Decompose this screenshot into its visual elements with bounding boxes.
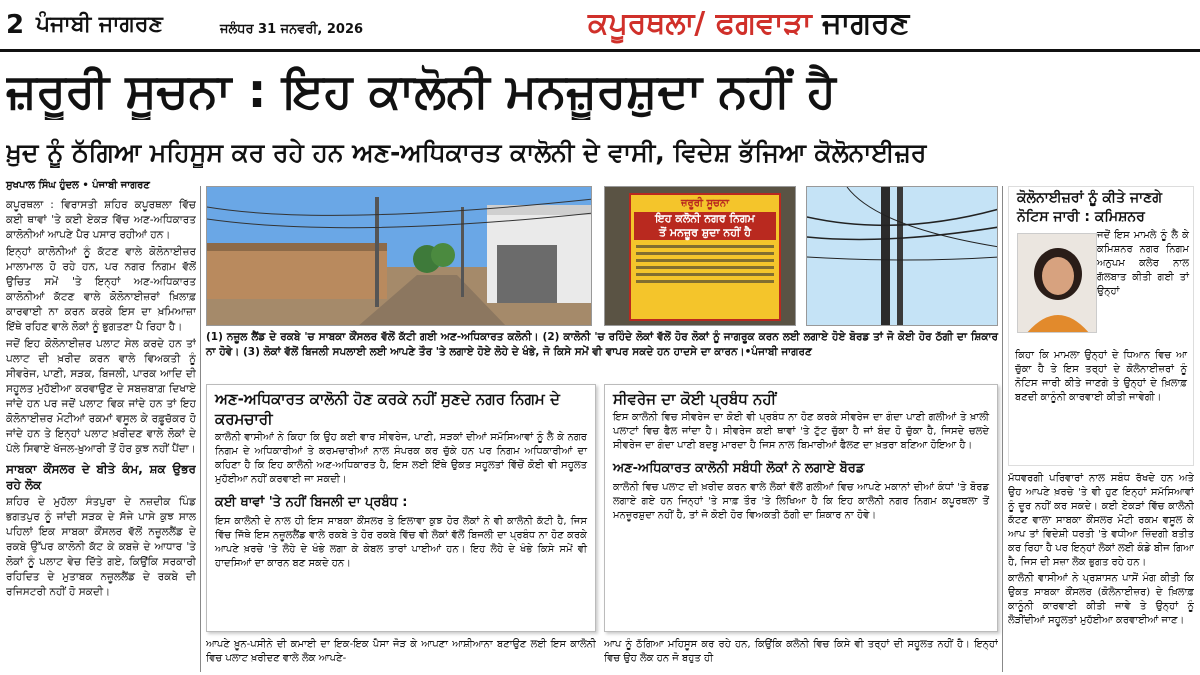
paragraph: ਆਪਣੇ ਖ਼ੂਨ-ਪਸੀਨੇ ਦੀ ਕਮਾਈ ਦਾ ਇਕ-ਇਕ ਪੈਸਾ ਜੋੜ ਕੇ ਆਪਣਾ ਆਸ਼ੀਆਨਾ ਬਣਾਉਣ ਲਈ ਇਸ ਕਾਲੋਨੀ ਵਿਚ ਪਲਾਟ ਖ਼ਰੀਦਣ ਵਾਲੇ ਲੋਕ ਆਪਣੇ- [206,639,596,664]
photo-caption: (1) ਨਜ਼ੂਲ ਲੈਂਡ ਦੇ ਰਕਬੇ 'ਚ ਸਾਬਕਾ ਕੌਂਸਲਰ ਵੱਲੋਂ ਕੱਟੀ ਗਈ ਅਣ-ਅਧਿਕਾਰਤ ਕਲੋਨੀ। (2) ਕਾਲੋਨੀ 'ਚ ਰਹਿੰਦੇ ਲੋਕਾਂ ਵੱਲੋਂ ਹੋਰ ਲੋਕਾਂ ਨੂੰ ਜਾਗਰੂਕ ਕਰਨ ਲਈ ਲਗਾਏ ਹੋਏ ਬੋਰਡ ਤਾਂ ਜੋ ਕੋਈ ਹੋਰ ਠੱਗੀ ਦਾ ਸ਼ਿਕਾਰ ਨਾ ਹੋਵੇ। (3) ਲੋਕਾਂ ਵੱਲੋਂ ਬਿਜਲੀ ਸਪਲਾਈ ਲਈ ਆਪਣੇ ਤੌਰ 'ਤੇ ਲਗਾਏ ਹੋਏ ਲੋਹੇ ਦੇ ਖੰਭੇ, ਜੋ ਕਿਸੇ ਸਮੇਂ ਵੀ ਵਾਪਰ ਸਕਦੇ ਹਨ ਹਾਦਸੇ ਦਾ ਕਾਰਨ।•ਪੰਜਾਬੀ ਜਾਗਰਣ [206,331,998,358]
sidebar-title: ਕੋਲੋਨਾਈਜ਼ਰਾਂ ਨੂੰ ਕੀਤੇ ਜਾਣਗੇ ਨੋਟਿਸ ਜਾਰੀ : ਕਮਿਸ਼ਨਰ [1017,190,1162,225]
page-number: 2 [6,10,25,40]
paragraph: ਕਾਲੋਨੀ ਵਾਸੀਆਂ ਨੇ ਪ੍ਰਸ਼ਾਸਨ ਪਾਸੋਂ ਮੰਗ ਕੀਤੀ ਕਿ ਉਕਤ ਸਾਬਕਾ ਕੌਂਸਲਰ (ਕੋਲੋਨਾਈਜ਼ਰ) ਦੇ ਖ਼ਿਲਾਫ਼ ਕਾਨੂੰਨੀ ਕਾਰਵਾਈ ਕੀਤੀ ਜਾਵੇ ਤੇ ਉਨ੍ਹਾਂ ਨੂੰ ਲੋੜੀਂਦੀਆਂ ਸਹੂਲਤਾਂ ਮੁਹੱਈਆ ਕਰਵਾਈਆਂ ਜਾਣ। [1008,573,1194,626]
box-text: ਇਸ ਕਾਲੋਨੀ ਦੇ ਨਾਲ ਹੀ ਇਸ ਸਾਬਕਾ ਕੌਂਸਲਰ ਤੇ ਇਲਾਵਾ ਕੁਝ ਹੋਰ ਲੋਕਾਂ ਨੇ ਵੀ ਕਾਲੋਨੀ ਕੱਟੀ ਹੈ, ਜਿਸ ਵਿੱਚ ਜਿੱਥੇ ਇਸ ਨਜ਼ੂਲਲੈਂਡ ਵਾਲੇ ਰਕਬੇ ਤੇ ਹੋਰ ਰਕਬੇ ਵਿੱਚ ਵੀ ਲੋਕਾਂ ਵੱਲੋਂ ਬਿਜਲੀ ਦਾ ਪ੍ਰਬੰਧ ਨਾ ਹੋਣ ਕਰਕੇ ਆਪਣੇ ਖ਼ਰਚੇ 'ਤੇ ਲੋਹੇ ਦੇ ਖੰਭੇ ਲਗਾ ਕੇ ਕੇਬਲ ਤਾਰਾਂ ਪਾਈਆਂ ਹਨ। ਇਹ ਲੋਹੇ ਦੇ ਖੰਭੇ ਕਿਸੇ ਸਮੇਂ ਵੀ ਹਾਦਸਿਆਂ ਦਾ ਕਾਰਨ ਬਣ ਸਕਦੇ ਹਨ। [215,516,587,569]
paragraph: ਇਨ੍ਹਾਂ ਕਾਲੋਨੀਆਂ ਨੂੰ ਕੱਟਣ ਵਾਲੇ ਕੋਲੋਨਾਈਜ਼ਰ ਮਾਲਾਮਾਲ ਹੋ ਰਹੇ ਹਨ, ਪਰ ਨਗਰ ਨਿਗਮ ਵੱਲੋਂ ਉਚਿਤ ਸਮੇਂ 'ਤੇ ਇਨ੍ਹਾਂ ਅਣ-ਅਧਿਕਾਰਤ ਕਾਲੋਨੀਆਂ ਕੱਟਣ ਵਾਲੇ ਕੋਲੋਨਾਈਜ਼ਰਾਂ ਖ਼ਿਲਾਫ਼ ਕਾਰਵਾਈ ਨਾ ਕਰਨ ਕਰਕੇ ਇਸ ਦਾ ਖ਼ਮਿਆਜ਼ਾ ਇੱਥੇ ਰਹਿਣ ਵਾਲੇ ਲੋਕਾਂ ਨੂੰ ਭੁਗਤਣਾ ਪੈ ਰਿਹਾ ਹੈ। [6,246,196,333]
box-title: ਅਣ-ਅਧਿਕਾਰਤ ਕਾਲੋਨੀ ਹੋਣ ਕਰਕੇ ਨਹੀਂ ਸੁਣਦੇ ਨਗਰ ਨਿਗਮ ਦੇ ਕਰਮਚਾਰੀ [215,390,560,428]
story-box-municipal-staff [206,384,596,632]
board-line: ਇਹ ਕਲੋਨੀ ਨਗਰ ਨਿਗਮ [634,212,776,226]
box-text: ਕਾਲੋਨੀ ਵਾਸੀਆਂ ਨੇ ਕਿਹਾ ਕਿ ਉਹ ਕਈ ਵਾਰ ਸੀਵਰੇਜ, ਪਾਣੀ, ਸੜਕਾਂ ਦੀਆਂ ਸਮੱਸਿਆਵਾਂ ਨੂੰ ਲੈ ਕੇ ਨਗਰ ਨਿਗਮ ਦੇ ਅਧਿਕਾਰੀਆਂ ਤੇ ਕਰਮਚਾਰੀਆਂ ਨਾਲ ਸੰਪਰਕ ਕਰ ਚੁੱਕੇ ਹਨ ਪਰ ਨਿਗਮ ਅਧਿਕਾਰੀਆਂ ਦਾ ਕਹਿਣਾ ਹੈ ਕਿ ਇਹ ਕਾਲੋਨੀ ਅਣ-ਅਧਿਕਾਰਤ ਹੈ, ਇਸ ਲਈ ਇੱਥੇ ਉਕਤ ਸਹੂਲਤਾਂ ਵਿੱਚੋਂ ਕੋਈ ਵੀ ਸਹੂਲਤ ਮੁਹੱਈਆ ਨਹੀਂ ਕਰਵਾਈ ਜਾ ਸਕਦੀ। [215,432,587,485]
story-box-sewerage [604,384,998,632]
paper-name: ਪੰਜਾਬੀ ਜਾਗਰਣ [36,12,163,37]
right-column [1008,472,1194,674]
masthead [0,0,1200,52]
headline: ਜ਼ਰੂਰੀ ਸੂਚਨਾ : ਇਹ ਕਾਲੋਨੀ ਮਨਜ਼ੂਰਸ਼ੁਦਾ ਨਹੀਂ ਹੈ [6,64,836,119]
box-title: ਅਣ-ਅਧਿਕਾਰਤ ਕਾਲੋਨੀ ਸਬੰਧੀ ਲੋਕਾਂ ਨੇ ਲਗਾਏ ਬੋਰਡ [613,461,865,476]
sidebar-text-top: ਜਦੋਂ ਇਸ ਮਾਮਲੇ ਨੂੰ ਲੈ ਕੇ ਕਮਿਸ਼ਨਰ ਨਗਰ ਨਿਗਮ ਅਨੁਪਮ ਕਲੇਰ ਨਾਲ ਗੱਲਬਾਤ ਕੀਤੀ ਗਈ ਤਾਂ ਉਨ੍ਹਾਂ [1097,230,1189,297]
section-title-black: ਜਾਗਰਣ [822,6,910,41]
sub-heading: ਸਾਬਕਾ ਕੌਂਸਲਰ ਦੇ ਬੀਤੇ ਕੰਮ, ਸ਼ਕ ਉਭਰ ਰਹੇ ਲੋਕ [6,462,196,492]
board-line: ਤੋਂ ਮਨਜ਼ੂਰ ਸ਼ੁਦਾ ਨਹੀਂ ਹੈ [634,226,776,240]
section-title [588,6,909,41]
left-column [6,198,196,673]
paragraph: ਜਦੋਂ ਇਹ ਕੋਲੋਨਾਈਜ਼ਰ ਪਲਾਟ ਸੇਲ ਕਰਦੇ ਹਨ ਤਾਂ ਪਲਾਟ ਦੀ ਖ਼ਰੀਦ ਕਰਨ ਵਾਲੇ ਵਿਅਕਤੀ ਨੂੰ ਸੀਵਰੇਜ, ਪਾਣੀ, ਸੜਕ, ਬਿਜਲੀ, ਪਾਰਕ ਆਦਿ ਦੀ ਸਹੂਲਤ ਮੁਹੱਈਆ ਕਰਵਾਉਣ ਦੇ ਸਬਜ਼ਬਾਗ਼ ਦਿਖਾਏ ਜਾਂਦੇ ਹਨ ਪਰ ਜਦੋਂ ਪਲਾਟ ਵਿਕ ਜਾਂਦੇ ਹਨ ਤਾਂ ਇਹ ਕੋਲੋਨਾਈਜ਼ਰ ਮੋਟੀਆਂ ਰਕਮਾਂ ਵਸੂਲ ਕੇ ਰਫ਼ੂਚੱਕਰ ਹੋ ਜਾਂਦੇ ਹਨ ਤੇ ਇਨ੍ਹਾਂ ਪਲਾਟ ਖ਼ਰੀਦਣ ਵਾਲੇ ਲੋਕਾਂ ਦੇ ਪੱਲੇ ਸਿਵਾਏ ਖੱਜਲ-ਖ਼ੁਆਰੀ ਤੋਂ ਹੋਰ ਕੁਝ ਨਹੀਂ ਪੈਂਦਾ। [6,338,196,455]
colony-street-photo [206,186,592,326]
box-title: ਕਈ ਥਾਵਾਂ 'ਤੇ ਨਹੀਂ ਬਿਜਲੀ ਦਾ ਪ੍ਰਬੰਧ : [215,495,408,510]
byline: ਸੁਖਪਾਲ ਸਿੰਘ ਹੁੰਦਲ • ਪੰਜਾਬੀ ਜਾਗਰਣ [6,180,150,191]
column-divider [1002,186,1003,672]
subheadline: ਖ਼ੁਦ ਨੂੰ ਠੱਗਿਆ ਮਹਿਸੂਸ ਕਰ ਰਹੇ ਹਨ ਅਣ-ਅਧਿਕਾਰਤ ਕਾਲੋਨੀ ਦੇ ਵਾਸੀ, ਵਿਦੇਸ਼ ਭੱਜਿਆ ਕੋਲੋਨਾਈਜ਼ਰ [6,138,927,167]
board-text-lines [634,245,776,283]
section-title-red: ਕਪੂਰਥਲਾ/ ਫਗਵਾੜਾ [588,6,812,41]
issue-date: ਜਲੰਧਰ 31 ਜਨਵਰੀ, 2026 [220,22,364,37]
box-text: ਇਸ ਕਾਲੋਨੀ ਵਿਚ ਸੀਵਰੇਜ ਦਾ ਕੋਈ ਵੀ ਪ੍ਰਬੰਧ ਨਾ ਹੋਣ ਕਰਕੇ ਸੀਵਰੇਜ ਦਾ ਗੰਦਾ ਪਾਣੀ ਗਲੀਆਂ ਤੇ ਖ਼ਾਲੀ ਪਲਾਟਾਂ ਵਿਚ ਫੈਲ ਜਾਂਦਾ ਹੈ। ਸੀਵਰੇਜ ਕਈ ਥਾਵਾਂ 'ਤੇ ਟੁੱਟ ਚੁੱਕਾ ਹੈ ਜਾਂ ਬੰਦ ਹੋ ਚੁੱਕਾ ਹੈ, ਜਿਸਦੇ ਚਲਦੇ ਸੀਵਰੇਜ ਦਾ ਗੰਦਾ ਪਾਣੀ ਬਦਬੂ ਮਾਰਦਾ ਹੈ ਜਿਸ ਨਾਲ ਬਿਮਾਰੀਆਂ ਫੈਲਣ ਦਾ ਖ਼ਤਰਾ ਬਣਿਆ ਹੋਇਆ ਹੈ। [613,412,989,451]
box-text: ਕਾਲੋਨੀ ਵਿਚ ਪਲਾਟ ਦੀ ਖ਼ਰੀਦ ਕਰਨ ਵਾਲੇ ਲੋਕਾਂ ਵੱਲੋਂ ਗਲੀਆਂ ਵਿਚ ਆਪਣੇ ਮਕਾਨਾਂ ਦੀਆਂ ਕੰਧਾਂ 'ਤੇ ਬੋਰਡ ਲਗਾਏ ਗਏ ਹਨ ਜਿਨ੍ਹਾਂ 'ਤੇ ਸਾਫ਼ ਤੌਰ 'ਤੇ ਲਿਖਿਆ ਹੈ ਕਿ ਇਹ ਕਾਲੋਨੀ ਨਗਰ ਨਿਗਮ ਕਪੂਰਥਲਾ ਤੋਂ ਮਨਜ਼ੂਰਸ਼ੁਦਾ ਨਹੀਂ ਹੈ, ਤਾਂ ਜੋ ਕੋਈ ਹੋਰ ਵਿਅਕਤੀ ਠੱਗੀ ਦਾ ਸ਼ਿਕਾਰ ਨਾ ਹੋਵੇ। [613,482,989,521]
warning-board-photo [604,186,796,326]
box-title: ਸੀਵਰੇਜ ਦਾ ਕੋਈ ਪ੍ਰਬੰਧ ਨਹੀਂ [613,390,777,408]
box1-continuation [206,638,596,674]
paragraph: ਕਪੂਰਥਲਾ : ਵਿਰਾਸਤੀ ਸ਼ਹਿਰ ਕਪੂਰਥਲਾ ਵਿੱਚ ਕਈ ਥਾਵਾਂ 'ਤੇ ਕਈ ਏਕੜ ਵਿੱਚ ਅਣ-ਅਧਿਕਾਰਤ ਕਾਲੋਨੀਆਂ ਆਪਣੇ ਪੈਰ ਪਸਾਰ ਰਹੀਆਂ ਹਨ। [6,199,196,241]
paragraph: ਮੱਧਵਰਗੀ ਪਰਿਵਾਰਾਂ ਨਾਲ ਸਬੰਧ ਰੱਖਦੇ ਹਨ ਅਤੇ ਉਹ ਆਪਣੇ ਖ਼ਰਚੇ 'ਤੇ ਵੀ ਹੁਣ ਇਨ੍ਹਾਂ ਸਮੱਸਿਆਵਾਂ ਨੂੰ ਦੂਰ ਨਹੀਂ ਕਰ ਸਕਦੇ। ਕਈ ਏਕੜਾਂ ਵਿੱਚ ਕਾਲੋਨੀ ਕੱਟਣ ਵਾਲਾ ਸਾਬਕਾ ਕੌਂਸਲਰ ਮੋਟੀ ਰਕਮ ਵਸੂਲ ਕੇ ਆਪ ਤਾਂ ਵਿਦੇਸ਼ੀ ਧਰਤੀ 'ਤੇ ਵਧੀਆ ਜ਼ਿੰਦਗੀ ਬਤੀਤ ਕਰ ਰਿਹਾ ਹੈ ਪਰ ਇਨ੍ਹਾਂ ਲੋਕਾਂ ਲਈ ਕੰਡੇ ਬੀਜ ਗਿਆ ਹੈ, ਜਿਸ ਦੀ ਸਜ਼ਾ ਲੋਕ ਭੁਗਤ ਰਹੇ ਹਨ। [1008,473,1194,568]
electric-pole-photo [806,186,998,326]
paragraph: ਆਪ ਨੂੰ ਠੱਗਿਆ ਮਹਿਸੂਸ ਕਰ ਰਹੇ ਹਨ, ਕਿਉਂਕਿ ਕਲੋਨੀ ਵਿਚ ਕਿਸੇ ਵੀ ਤਰ੍ਹਾਂ ਦੀ ਸਹੂਲਤ ਨਹੀਂ ਹੈ। ਇਨ੍ਹਾਂ ਵਿਚ ਉਹ ਲੋਕ ਹਨ ਜੋ ਬਹੁਤ ਹੀ [604,639,998,664]
paragraph: ਸ਼ਹਿਰ ਦੇ ਮੁਹੱਲਾ ਸੰਤਪੁਰਾ ਦੇ ਨਜ਼ਦੀਕ ਪਿੰਡ ਭਗਤਪੁਰ ਨੂੰ ਜਾਂਦੀ ਸੜਕ ਦੇ ਸੱਜੇ ਪਾਸੇ ਕੁਝ ਸਾਲ ਪਹਿਲਾਂ ਇਕ ਸਾਬਕਾ ਕੌਂਸਲਰ ਵੱਲੋਂ ਨਜ਼ੂਲਲੈਂਡ ਦੇ ਰਕਬੇ ਉੱਪਰ ਕਾਲੋਨੀ ਕੱਟ ਕੇ ਕਬਜ਼ੇ ਦੇ ਆਧਾਰ 'ਤੇ ਲੋਕਾਂ ਨੂੰ ਪਲਾਟ ਵੇਚ ਦਿੱਤੇ ਗਏ, ਕਿਉਂਕਿ ਸਰਕਾਰੀ ਰਹਿਦਿਤ ਦੇ ਮੁਤਾਬਕ ਨਜ਼ੂਲਲੈਂਡ ਦੇ ਰਕਬੇ ਦੀ ਰਜਿਸਟਰੀ ਨਹੀਂ ਹੋ ਸਕਦੀ। [6,496,196,598]
commissioner-photo [1017,233,1097,333]
board-title: ਜ਼ਰੂਰੀ ਸੂਚਨਾ [681,198,729,209]
warning-board [629,193,781,321]
sidebar-text-bottom: ਕਿਹਾ ਕਿ ਮਾਮਲਾ ਉਨ੍ਹਾਂ ਦੇ ਧਿਆਨ ਵਿਚ ਆ ਚੁੱਕਾ ਹੈ ਤੇ ਇਸ ਤਰ੍ਹਾਂ ਦੇ ਕੋਲੋਨਾਈਜ਼ਰਾਂ ਨੂੰ ਨੋਟਿਸ ਜਾਰੀ ਕੀਤੇ ਜਾਣਗੇ ਤੇ ਉਨ੍ਹਾਂ ਦੇ ਖ਼ਿਲਾਫ਼ ਬਣਦੀ ਕਾਨੂੰਨੀ ਕਾਰਵਾਈ ਕੀਤੀ ਜਾਵੇਗੀ। [1015,350,1187,403]
commissioner-sidebar [1008,186,1194,466]
box2-continuation [604,638,998,674]
column-divider [200,186,201,672]
